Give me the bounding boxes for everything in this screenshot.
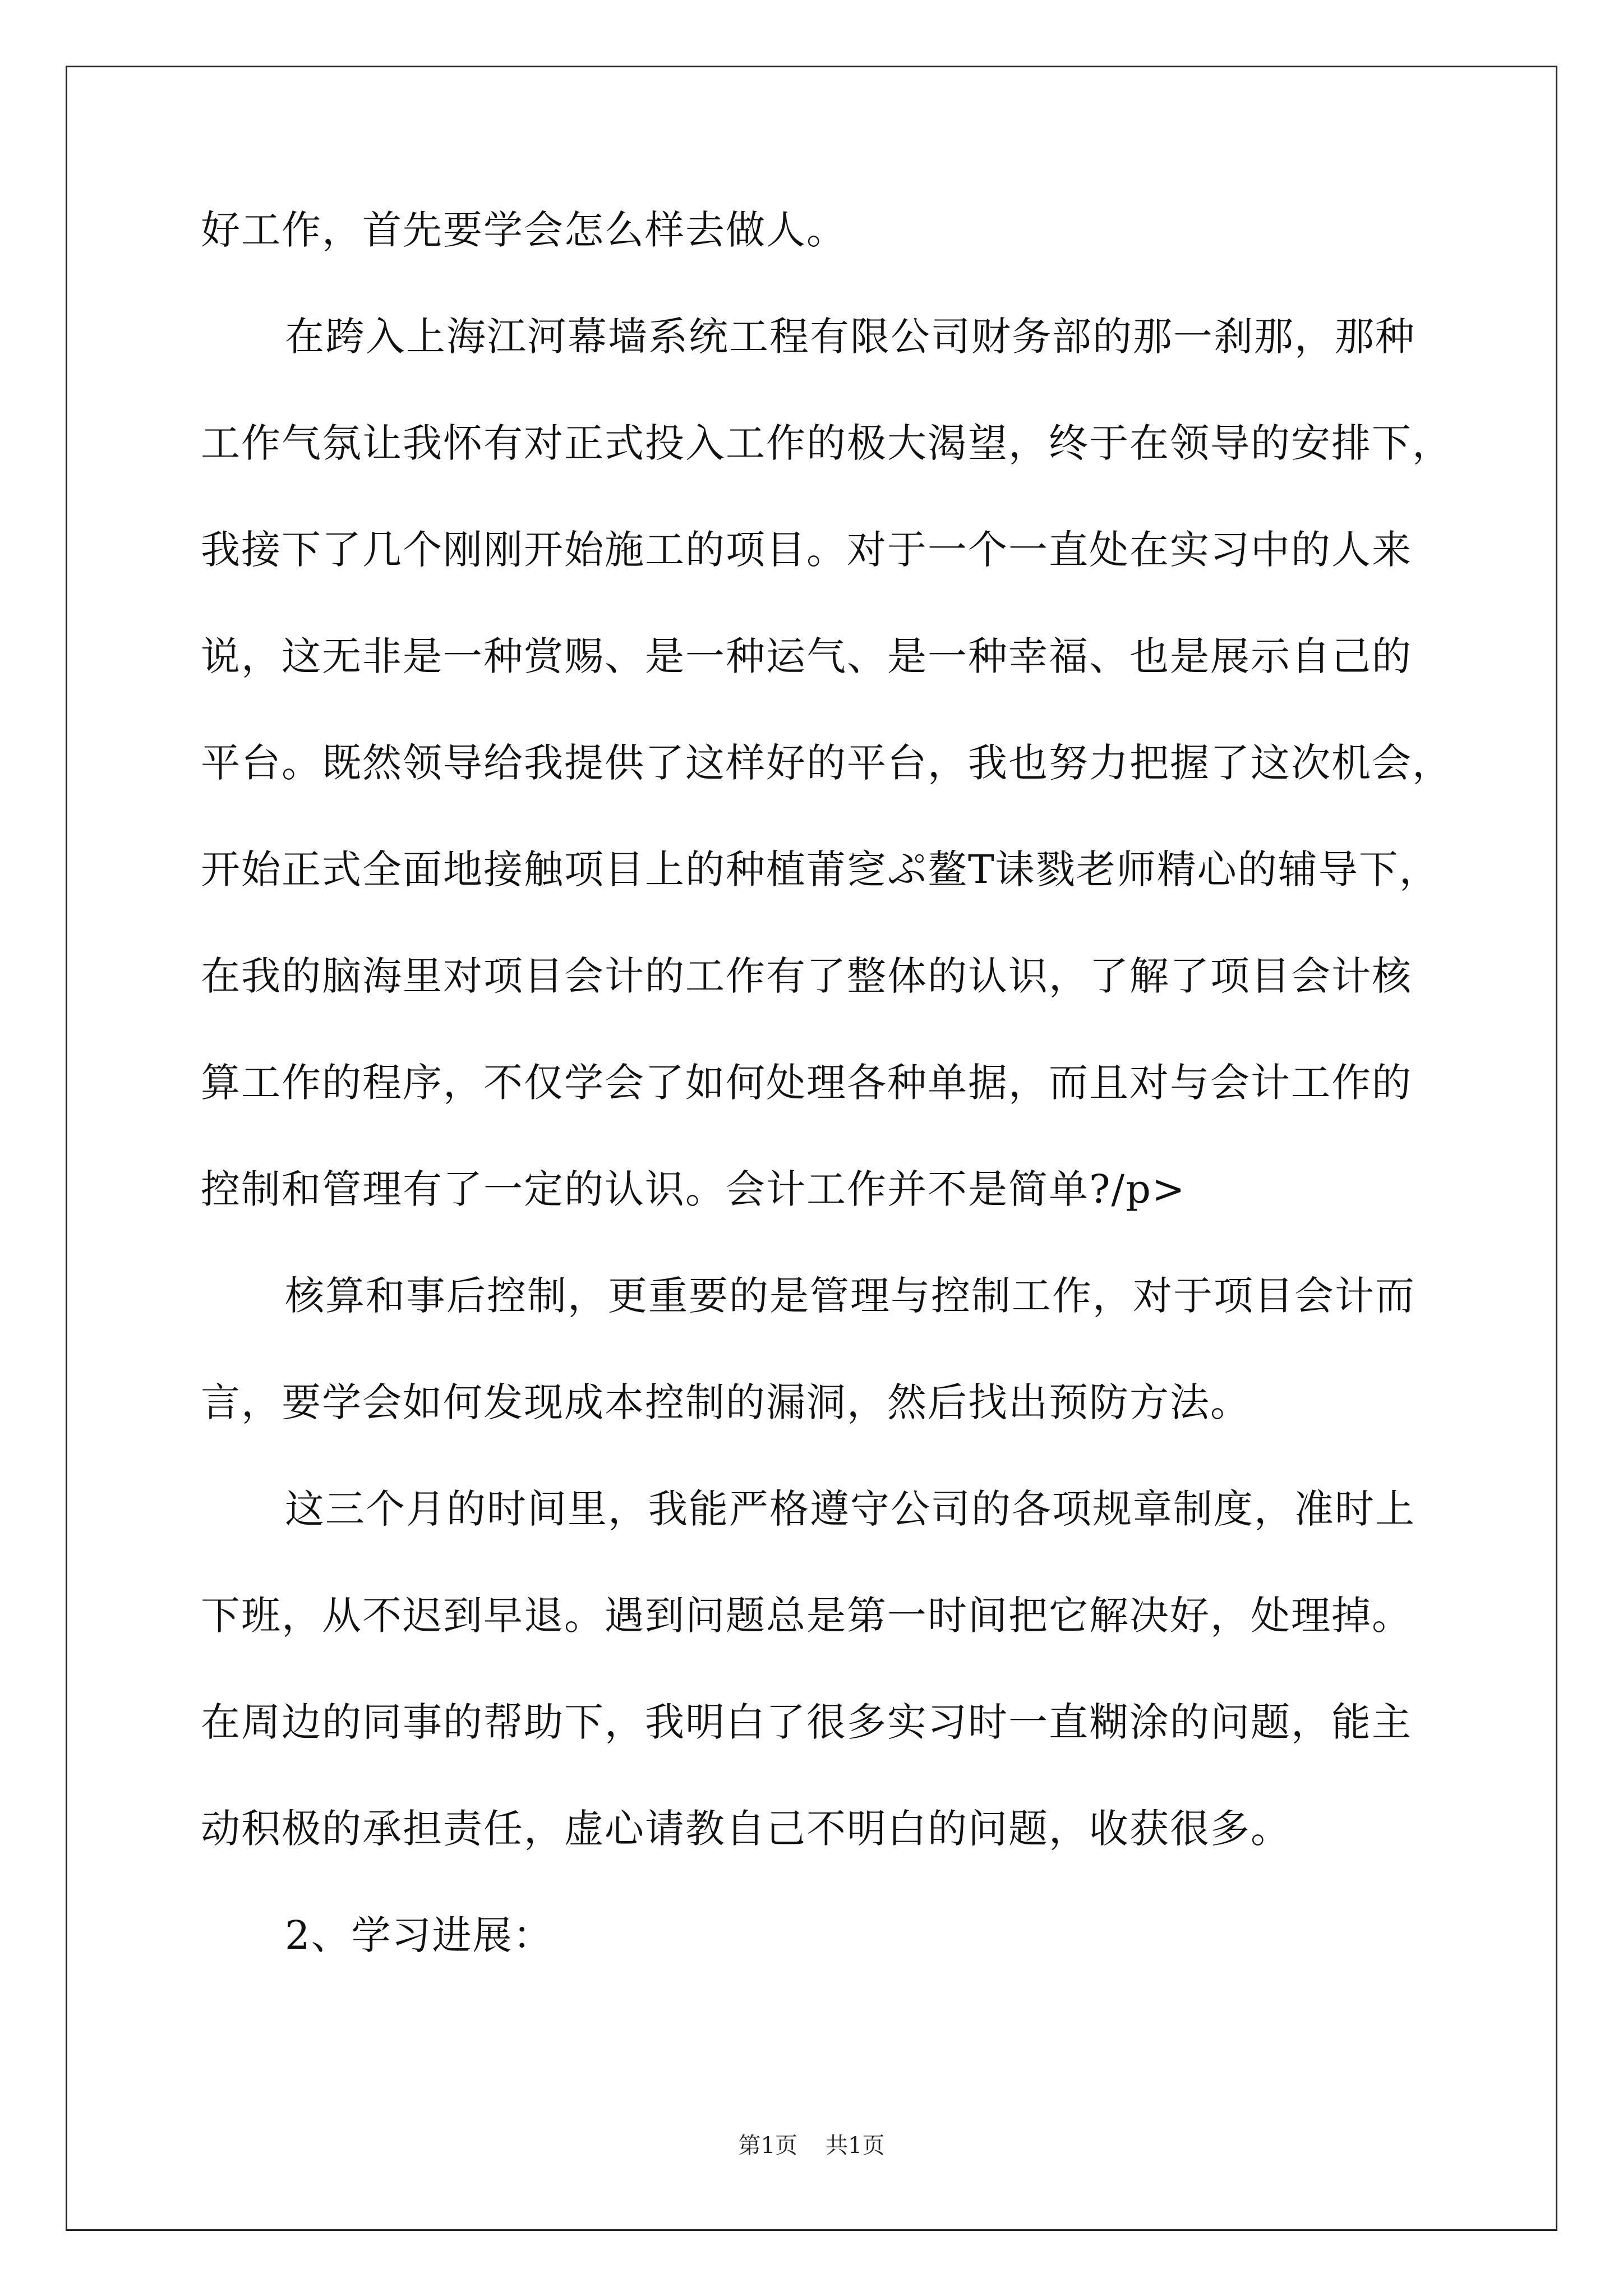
text-line: 好工作，首先要学会怎么样去做人。 [201,207,847,253]
page-footer [0,2129,1623,2162]
page-frame [66,66,1557,2231]
text-line: 下班，从不迟到早退。遇到问题总是第一时间把它解决好，处理掉。 [201,1593,1412,1639]
paragraph-start-line: 这三个月的时间里，我能严格遵守公司的各项规章制度，准时上 [285,1486,1415,1532]
text-line: 在我的脑海里对项目会计的工作有了整体的认识，了解了项目会计核 [201,953,1412,999]
text-line: 工作气氛让我怀有对正式投入工作的极大渴望，终于在领导的安排下， [201,420,1453,466]
paragraph-start-line: 在跨入上海江河幕墙系统工程有限公司财务部的那一刹那，那种 [285,314,1415,360]
text-line: 我接下了几个刚刚开始施工的项目。对于一个一直处在实习中的人来 [201,527,1412,573]
text-line: 算工作的程序，不仅学会了如何处理各种单据，而且对与会计工作的 [201,1060,1412,1106]
text-line: 说，这无非是一种赏赐、是一种运气、是一种幸福、也是展示自己的 [201,633,1412,679]
paragraph-start-line: 核算和事后控制，更重要的是管理与控制工作，对于项目会计而 [285,1273,1415,1319]
page-number: 第1页 [738,2133,797,2159]
text-line: 言，要学会如何发现成本控制的漏洞，然后找出预防方法。 [201,1379,1251,1425]
text-line: 动积极的承担责任，虚心请教自己不明白的问题，收获很多。 [201,1806,1291,1852]
section-heading: 2、学习进展： [285,1912,554,1958]
page-total: 共1页 [826,2133,885,2159]
text-line: 开始正式全面地接触项目上的种植莆窆ぷ鳌T诔戮老师精心的辅导下， [201,846,1440,892]
text-line: 控制和管理有了一定的认识。会计工作并不是简单?/p> [201,1166,1186,1212]
text-line: 在周边的同事的帮助下，我明白了很多实习时一直糊涂的问题，能主 [201,1699,1412,1745]
text-line: 平台。既然领导给我提供了这样好的平台，我也努力把握了这次机会， [201,740,1453,786]
